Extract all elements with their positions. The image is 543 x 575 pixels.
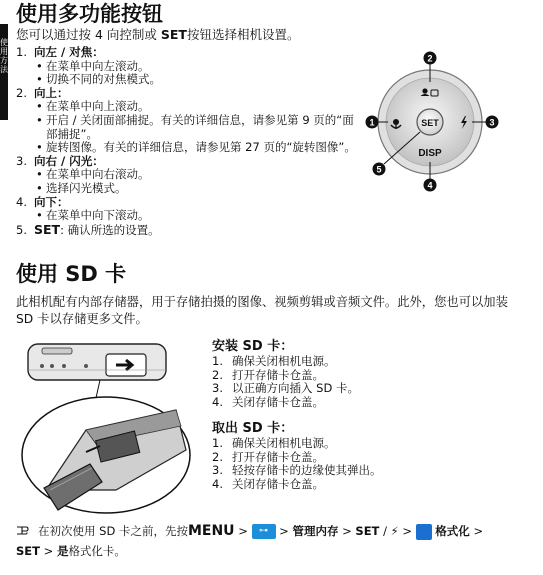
list-item-left: 1. 向左 / 对焦： • 在菜单中向左滚动。 • 切换不同的对焦模式。: [16, 46, 356, 87]
sd-card-illustration: [16, 340, 196, 530]
step-text: 确保关闭相机电源。: [232, 354, 336, 368]
remove-sd-steps: [212, 420, 532, 491]
install-title: 安装 SD 卡：: [212, 339, 294, 354]
callout-5-label: 5: [376, 164, 382, 175]
step-row: 3. 轻按存储卡的边缘使其弹出。: [212, 463, 382, 478]
set-key-2: SET: [16, 544, 40, 558]
separator: >: [279, 524, 289, 538]
bullet: • 切换不同的对焦模式。: [36, 73, 356, 87]
separator: >: [43, 544, 54, 558]
item-number: 1.: [16, 45, 27, 59]
bullet: • 在菜单中向上滚动。: [36, 100, 356, 114]
separator: >: [473, 524, 484, 538]
callout-3-label: 3: [489, 117, 495, 128]
step-text: 关闭存储卡仓盖。: [232, 476, 324, 491]
item-set-text: : 确认所选的设置。: [60, 222, 160, 237]
remove-title: 取出 SD 卡：: [212, 421, 294, 436]
section-title-multifunction: 使用多功能按钮: [16, 2, 163, 26]
step-row: 4. 关闭存储卡仓盖。: [212, 394, 324, 409]
section-title-sd-card: 使用 SD 卡: [16, 262, 127, 286]
separator: >: [402, 524, 412, 538]
list-item-up: 2. 向上： • 在菜单中向上滚动。 • 开启 / 关闭面部捕捉。有关的详细信息，请参见第 9 页的“面部捕捉”。 • 旋转图像。有关的详细信息，请参见第 27 页的“旋转图像”。: [16, 87, 356, 155]
step-row: 4. 关闭存储卡仓盖。: [212, 476, 324, 491]
list-item-right: 3. 向右 / 闪光： • 在菜单中向右滚动。 • 选择闪光模式。: [16, 155, 356, 196]
sd-intro-paragraph: 此相机配有内部存储器，用于存储拍摄的图像、视频剪辑或音频文件。此外，您也可以加装 SD 卡以存储更多文件。: [16, 295, 508, 326]
intro-end-text: 按钮选择相机设置。: [186, 27, 300, 42]
intro-text: 您可以通过按 4 向控制或: [16, 27, 157, 42]
bullet: • 在菜单中向下滚动。: [36, 209, 356, 223]
step-text: 打开存储卡仓盖。: [232, 449, 324, 464]
bullet: • 旋转图像。有关的详细信息，请参见第 27 页的“旋转图像”。: [36, 141, 356, 155]
bullet: • 在菜单中向左滚动。: [36, 60, 356, 74]
format-label: 格式化: [435, 524, 470, 538]
item-number: 3.: [16, 153, 27, 168]
tools-tab-icon: ⊶: [252, 524, 276, 539]
bullet: • 开启 / 关闭面部捕捉。有关的详细信息，请参见第 9 页的“面部捕捉”。: [36, 114, 356, 141]
intro-set-word: SET: [160, 27, 187, 42]
step-text: 确保关闭相机电源。: [232, 436, 336, 450]
callout-2-label: 2: [427, 53, 433, 64]
yes-label: 是: [56, 544, 69, 558]
bullet: • 选择闪光模式。: [36, 182, 356, 196]
menu-key: MENU: [187, 523, 235, 539]
step-text: 打开存储卡仓盖。: [232, 367, 324, 382]
step-text: 以正确方向插入 SD 卡。: [232, 381, 359, 396]
install-sd-steps: [212, 338, 532, 409]
item-number: 5.: [16, 222, 27, 237]
direction-list: [16, 46, 356, 237]
step-text: 轻按存储卡的边缘使其弹出。: [232, 463, 382, 478]
item-set-word: SET: [34, 221, 61, 237]
step-text: 关闭存储卡仓盖。: [232, 394, 324, 409]
list-item-set: [16, 223, 356, 238]
section-intro: [16, 27, 299, 43]
step-row: 1. 确保关闭相机电源。: [212, 436, 336, 450]
step-row: 2. 打开存储卡仓盖。: [212, 449, 324, 464]
list-item-down: 4. 向下： • 在菜单中向下滚动。: [16, 196, 356, 223]
note-end: 格式化卡。: [68, 544, 126, 558]
four-way-controller-diagram: [362, 46, 538, 196]
section-side-tab: [0, 24, 8, 120]
item-title: 向右 / 闪光: [34, 153, 93, 168]
side-tab-label: 使用方法: [0, 38, 8, 74]
note-prefix: 在初次使用 SD 卡之前，先按: [38, 524, 188, 538]
step-row: 2. 打开存储卡仓盖。: [212, 367, 324, 382]
step-row: 1. 确保关闭相机电源。: [212, 354, 336, 368]
step-row: 3. 以正确方向插入 SD 卡。: [212, 381, 359, 396]
item-number: 2.: [16, 85, 27, 100]
item-title: 向左 / 对焦: [34, 45, 93, 59]
separator: >: [238, 524, 248, 538]
callout-1-label: 1: [369, 117, 375, 128]
disp-label: DISP: [418, 148, 442, 159]
pointing-hand-icon: [16, 521, 38, 541]
format-note: [16, 521, 536, 561]
format-icon: [416, 524, 432, 540]
item-number: 4.: [16, 194, 27, 209]
set-key: SET: [355, 524, 380, 538]
item-title: 向下: [34, 194, 57, 209]
slash: /: [383, 524, 387, 538]
separator: >: [342, 524, 352, 538]
manage-memory-label: 管理内存: [292, 524, 339, 538]
set-button-label: SET: [421, 118, 439, 128]
bullet: • 在菜单中向右滚动。: [36, 168, 356, 182]
flash-key-icon: ⚡: [390, 524, 399, 538]
callout-4-label: 4: [427, 180, 433, 191]
item-title: 向上: [34, 85, 57, 100]
